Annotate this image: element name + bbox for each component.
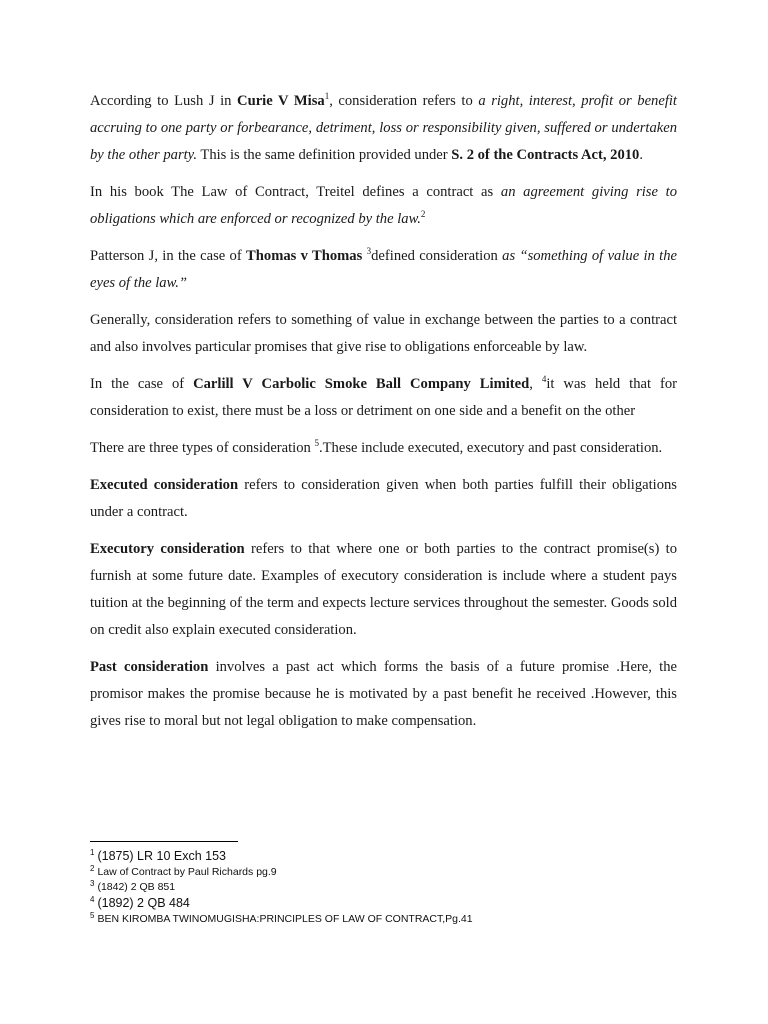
text: In his book The Law of Contract, Treitel defines a contract as: [90, 184, 501, 200]
footnotes: [90, 848, 690, 927]
text: This is the same definition provided under: [197, 147, 452, 163]
text: Patterson J, in the case of: [90, 248, 247, 264]
footnote-text: (1842) 2 QB 851: [97, 881, 176, 893]
case-name: Curie V Misa: [237, 93, 325, 109]
term-heading: Past consideration: [90, 659, 209, 675]
footnote-text: (1875) LR 10 Exch 153: [97, 849, 227, 863]
footnote-text: (1892) 2 QB 484: [97, 896, 190, 910]
footnote-ref-1[interactable]: 1: [324, 91, 330, 102]
text: involves a past act which forms the basis of a future promise .Here, the promisor makes the promise because he is motivated by a past benefit he received .However, this gives rise to moral but not legal obligation to make compensation.: [90, 659, 677, 729]
text: refers to consideration given when both parties fulfill their obligations under a contract.: [90, 477, 677, 520]
footnote-number: 3: [90, 878, 95, 888]
case-name: Thomas v Thomas: [246, 248, 363, 264]
text: There are three types of consideration: [90, 440, 315, 456]
paragraph-three-types: [90, 435, 677, 462]
footnote-ref-4[interactable]: 4: [541, 374, 547, 385]
statute-reference: S. 2 of the Contracts Act, 2010: [451, 147, 640, 163]
footnote-4: [90, 895, 690, 912]
paragraph-past: [90, 654, 677, 735]
definition-italic: an agreement giving rise to obligations which are enforced or recognized by the law.: [90, 184, 677, 227]
paragraph-thomas-v-thomas: [90, 243, 677, 297]
text: .: [639, 147, 644, 163]
text: refers to that where one or both parties to the contract promise(s) to furnish at some future date. Examples of executory consideration is include where a student pays tuition at the beginning of the term and expects lecture services throughout the semester. Goods sold on credit also explain executed consideration.: [90, 541, 677, 638]
definition-italic: as “something of value in the eyes of the law.”: [90, 248, 677, 291]
footnote-separator: [90, 841, 238, 842]
footnote-ref-5[interactable]: 5: [314, 438, 319, 449]
text: , consideration refers to: [329, 93, 479, 109]
text: it was held that for consideration to exist, there must be a loss or detriment on one side and a benefit on the other: [90, 376, 677, 419]
footnote-ref-3[interactable]: 3: [366, 246, 372, 257]
text: In the case of: [90, 376, 194, 392]
footnote-number: 5: [90, 910, 95, 920]
text: According to Lush J in: [90, 93, 238, 109]
paragraph-treitel: [90, 179, 677, 233]
definition-italic: a right, interest, profit or benefit accruing to one party or forbearance, detriment, loss or responsibility given, suffered or undertaken by the other party.: [90, 93, 677, 163]
footnote-1: [90, 848, 690, 865]
footnote-number: 2: [90, 863, 95, 873]
text: ,: [529, 376, 542, 392]
footnote-number: 4: [90, 894, 95, 904]
paragraph-executed: [90, 472, 677, 526]
footnote-3: [90, 880, 690, 895]
paragraph-executory: [90, 536, 677, 644]
paragraph-curie-v-misa: [90, 88, 677, 169]
footnote-number: 1: [90, 847, 95, 857]
text: .These include executed, executory and past consideration.: [318, 440, 663, 456]
footnote-2: [90, 865, 690, 880]
paragraph-carlill: [90, 371, 677, 425]
footnote-text: BEN KIROMBA TWINOMUGISHA:PRINCIPLES OF LAW OF CONTRACT,Pg.41: [97, 913, 473, 925]
footnote-ref-2[interactable]: 2: [420, 209, 426, 220]
term-heading: Executed consideration: [90, 477, 239, 493]
footnote-text: Law of Contract by Paul Richards pg.9: [97, 866, 277, 878]
case-name: Carlill V Carbolic Smoke Ball Company Limited: [193, 376, 530, 392]
text: defined consideration: [371, 248, 503, 264]
document-body: [90, 88, 677, 735]
term-heading: Executory consideration: [90, 541, 245, 557]
footnote-5: [90, 912, 690, 927]
paragraph-general: Generally, consideration refers to something of value in exchange between the parties to a contract and also involves particular promises that give rise to obligations enforceable by law.: [90, 312, 677, 355]
